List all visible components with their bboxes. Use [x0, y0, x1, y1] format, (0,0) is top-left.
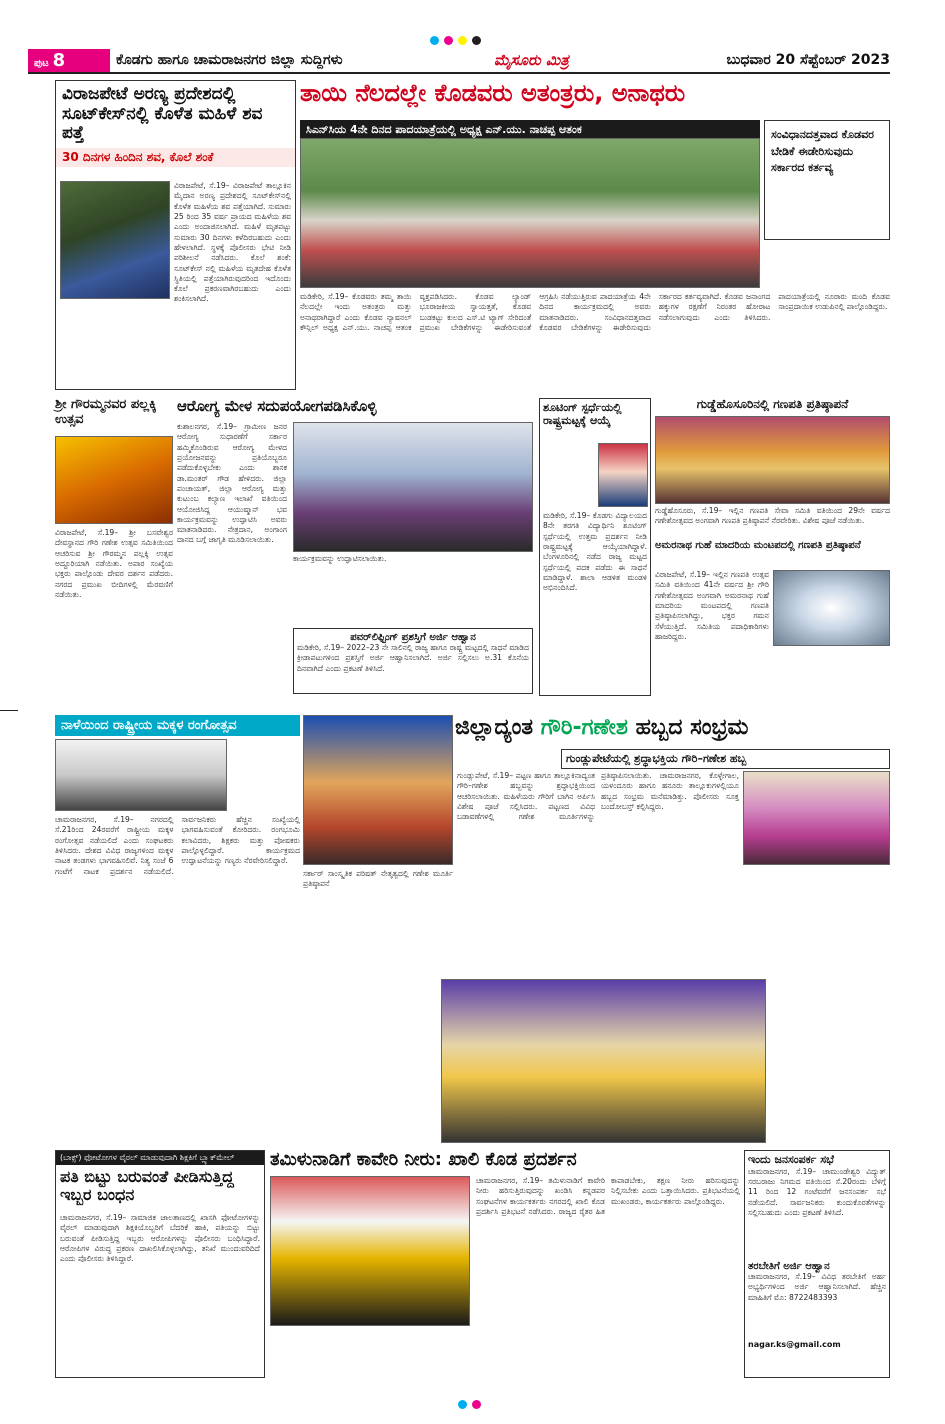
gowri-puja-photo	[743, 771, 890, 865]
health-headline: ಆರೋಗ್ಯ ಮೇಳ ಸದುಪಯೋಗಪಡಿಸಿಕೊಳ್ಳಿ	[177, 397, 377, 415]
lead-body: ಮಡಿಕೇರಿ, ಸೆ.19– ಕೊಡವರು ತಮ್ಮ ತಾಯಿ ನೆಲದಲ್ಲೇ ಇಂದು ಅತಂತ್ರರು ಮತ್ತು ಅನಾಥರಾಗಿದ್ದಾರೆ ಎಂದು ಕೊಡವ ನ್ಯಾಷನಲ್ ಕೌನ್ಸಿಲ್ ಅಧ್ಯಕ್ಷ ಎನ್.ಯು. ನಾಚಪ್ಪ ಆತಂಕ ವ್ಯಕ್ತಪಡಿಸಿದರು. ಕೊಡವ ಲ್ಯಾಂಡ್ ಭೂರಾಜಕೀಯ ಸ್ವಾಯತ್ತತೆ, ಕೊಡವ ಬುಡಕಟ್ಟು ಕುಲದ ಎಸ್.ಟಿ ಟ್ಯಾಗ್ ಸೇರಿದಂತೆ ಪ್ರಮುಖ ಬೇಡಿಕೆಗಳನ್ನು ಈಡೇರಿಸುವಂತೆ ಆಗ್ರಹಿಸಿ ನಡೆಯುತ್ತಿರುವ ಪಾದಯಾತ್ರೆಯ 4ನೇ ದಿನದ ಕಾರ್ಯಕ್ರಮದಲ್ಲಿ ಅವರು ಮಾತನಾಡಿದರು. ಸಂವಿಧಾನದತ್ತವಾದ ಕೊಡವರ ಬೇಡಿಕೆಗಳನ್ನು ಈಡೇರಿಸುವುದು ಸರ್ಕಾರದ ಕರ್ತವ್ಯವಾಗಿದೆ. ಕೊಡವ ಜನಾಂಗದ ಹಕ್ಕುಗಳ ರಕ್ಷಣೆಗೆ ನಿರಂತರ ಹೋರಾಟ ನಡೆಸಲಾಗುವುದು ಎಂದು ತಿಳಿಸಿದರು. ಪಾದಯಾತ್ರೆಯಲ್ಲಿ ನೂರಾರು ಮಂದಿ ಕೊಡವ ಸಾಂಪ್ರದಾಯಿಕ ಉಡುಪಿನಲ್ಲಿ ಪಾಲ್ಗೊಂಡಿದ್ದರು.	[300, 292, 890, 332]
blackmail-body: ಚಾಮರಾಜನಗರ, ಸೆ.19– ಸಾಮಾಜಿಕ ಜಾಲತಾಣದಲ್ಲಿ ಖಾಸಗಿ ಫೋಟೋಗಳನ್ನು ವೈರಲ್ ಮಾಡುವುದಾಗಿ ಶಿಕ್ಷಕಿಯೊಬ್ಬರಿಗೆ ಬೆದರಿಕೆ ಹಾಕಿ, ಪತಿಯನ್ನು ಬಿಟ್ಟು ಬರುವಂತೆ ಪೀಡಿಸುತ್ತಿದ್ದ ಇಬ್ಬರು ಆರೋಪಿಗಳನ್ನು ಪೊಲೀಸರು ಬಂಧಿಸಿದ್ದಾರೆ. ಆರೋಪಿಗಳ ವಿರುದ್ಧ ಪ್ರಕರಣ ದಾಖಲಿಸಿಕೊಳ್ಳಲಾಗಿದ್ದು, ತನಿಖೆ ಮುಂದುವರಿದಿದೆ ಎಂದು ಪೊಲೀಸರು ತಿಳಿಸಿದ್ದಾರೆ.	[60, 1213, 260, 1264]
festival-photo-caption: ಸರ್ಕಾರ್ ಸಾಂಸ್ಕೃತಿಕ ಪರಿಷತ್ ನೇತೃತ್ವದಲ್ಲಿ ಗಣೇಶ ಮೂರ್ತಿ ಪ್ರತಿಷ್ಠಾಪನೆ	[303, 869, 453, 889]
guddehosur-photo	[655, 416, 890, 504]
powerlifting-notice	[293, 628, 533, 694]
health-body: ಕುಶಾಲನಗರ, ಸೆ.19– ಗ್ರಾಮೀಣ ಜನರ ಆರೋಗ್ಯ ಸುಧಾರಣೆಗೆ ಸರ್ಕಾರ ಹಮ್ಮಿಕೊಂಡಿರುವ ಆರೋಗ್ಯ ಮೇಳದ ಪ್ರಯೋಜನವನ್ನು ಪ್ರತಿಯೊಬ್ಬರೂ ಪಡೆದುಕೊಳ್ಳಬೇಕು ಎಂದು ಶಾಸಕ ಡಾ.ಮಂತರ್ ಗೌಡ ಹೇಳಿದರು. ಜಿಲ್ಲಾ ಪಂಚಾಯತ್, ಜಿಲ್ಲಾ ಆರೋಗ್ಯ ಮತ್ತು ಕುಟುಂಬ ಕಲ್ಯಾಣ ಇಲಾಖೆ ವತಿಯಿಂದ ಆಯೋಜಿಸಿದ್ದ ಆಯುಷ್ಮಾನ್ ಭವ ಕಾರ್ಯಕ್ರಮವನ್ನು ಉದ್ಘಾಟಿಸಿ ಅವರು ಮಾತನಾಡಿದರು. ನೇತ್ರದಾನ, ಅಂಗಾಂಗ ದಾನದ ಬಗ್ಗೆ ಜಾಗೃತಿ ಮೂಡಿಸಲಾಯಿತು.	[177, 422, 287, 545]
page-number-badge: ಪುಟ 8	[28, 49, 110, 72]
registration-mark-magenta	[444, 36, 453, 45]
festival-headline-highlight: ಗೌರಿ-ಗಣೇಶ	[540, 715, 628, 740]
powerlifting-body: ಮಡಿಕೇರಿ, ಸೆ.19– 2022–23 ನೇ ಸಾಲಿನಲ್ಲಿ ರಾಜ್ಯ ಹಾಗೂ ರಾಷ್ಟ್ರ ಮಟ್ಟದಲ್ಲಿ ಸಾಧನೆ ಮಾಡಿದ ಕ್ರೀಡಾಪಟುಗಳಿಂದ ಪ್ರಶಸ್ತಿಗೆ ಅರ್ಜಿ ಆಹ್ವಾನಿಸಲಾಗಿದೆ. ಅರ್ಜಿ ಸಲ್ಲಿಸಲು ಅ.31 ಕೊನೆಯ ದಿನವಾಗಿದೆ ಎಂದು ಪ್ರಕಟಣೆ ತಿಳಿಸಿದೆ.	[297, 643, 529, 673]
lead-subhead: ಸಿಎನ್‌ಸಿಯ 4ನೇ ದಿನದ ಪಾದಯಾತ್ರೆಯಲ್ಲಿ ಅಧ್ಯಕ್ಷ ಎನ್.ಯು. ನಾಚಪ್ಪ ಆತಂಕ	[300, 120, 760, 140]
student-photo	[598, 443, 648, 507]
blackmail-headline: ಪತಿ ಬಿಟ್ಟು ಬರುವಂತೆ ಪೀಡಿಸುತ್ತಿದ್ದ ಇಬ್ಬರ ಬಂಧನ	[60, 1167, 234, 1205]
festival-headline-part2: ಹಬ್ಬದ ಸಂಭ್ರಮ	[627, 715, 749, 740]
amarnath-cave-photo	[773, 570, 890, 646]
sidebar-quote-text: ಸಂವಿಧಾನದತ್ತವಾದ ಕೊಡವರ ಬೇಡಿಕೆ ಈಡೇರಿಸುವುದು ಸರ್ಕಾರದ ಕರ್ತವ್ಯ	[771, 128, 874, 174]
festival-headline-part1: ಜಿಲ್ಲಾದ್ಯಂತ	[455, 715, 541, 740]
festival-body: ಗುಂಡ್ಲುಪೇಟೆ, ಸೆ.19– ಪಟ್ಟಣ ಹಾಗೂ ತಾಲ್ಲೂಕಿನಾದ್ಯಂತ ಗೌರಿ–ಗಣೇಶ ಹಬ್ಬವನ್ನು ಶ್ರದ್ಧಾಭಕ್ತಿಯಿಂದ ಆಚರಿಸಲಾಯಿತು. ಮಹಿಳೆಯರು ಗೌರಿಗೆ ಬಾಗಿನ ಅರ್ಪಿಸಿ ವಿಶೇಷ ಪೂಜೆ ಸಲ್ಲಿಸಿದರು. ಪಟ್ಟಣದ ವಿವಿಧ ಬಡಾವಣೆಗಳಲ್ಲಿ ಗಣೇಶ ಮೂರ್ತಿಗಳನ್ನು ಪ್ರತಿಷ್ಠಾಪಿಸಲಾಯಿತು. ಚಾಮರಾಜನಗರ, ಕೊಳ್ಳೇಗಾಲ, ಯಳಂದೂರು ಹಾಗೂ ಹನೂರು ತಾಲ್ಲೂಕುಗಳಲ್ಲಿಯೂ ಹಬ್ಬದ ಸಂಭ್ರಮ ಮನೆಮಾಡಿತ್ತು. ಪೊಲೀಸರು ಸೂಕ್ತ ಬಂದೋಬಸ್ತ್ ಕಲ್ಪಿಸಿದ್ದರು.	[457, 771, 739, 822]
theatre-body: ಚಾಮರಾಜನಗರ, ಸೆ.19– ನಗರದಲ್ಲಿ ಸೆ.21ರಿಂದ 24ರವರೆಗೆ ರಾಷ್ಟ್ರೀಯ ಮಕ್ಕಳ ರಂಗೋತ್ಸವ ನಡೆಯಲಿದೆ ಎಂದು ಸಂಘಟಕರು ತಿಳಿಸಿದರು. ದೇಶದ ವಿವಿಧ ರಾಜ್ಯಗಳಿಂದ ಮಕ್ಕಳ ನಾಟಕ ತಂಡಗಳು ಭಾಗವಹಿಸಲಿವೆ. ನಿತ್ಯ ಸಂಜೆ 6 ಗಂಟೆಗೆ ನಾಟಕ ಪ್ರದರ್ಶನ ನಡೆಯಲಿದೆ. ಸಾರ್ವಜನಿಕರು ಹೆಚ್ಚಿನ ಸಂಖ್ಯೆಯಲ್ಲಿ ಭಾಗವಹಿಸುವಂತೆ ಕೋರಿದರು. ರಂಗಭೂಮಿ ಕಲಾವಿದರು, ಶಿಕ್ಷಕರು ಮತ್ತು ಪೋಷಕರು ಪಾಲ್ಗೊಳ್ಳಲಿದ್ದಾರೆ. ಕಾರ್ಯಕ್ರಮದ ಉದ್ಘಾಟನೆಯನ್ನು ಗಣ್ಯರು ನೆರವೇರಿಸಲಿದ್ದಾರೆ.	[55, 815, 300, 876]
theatre-speakers-photo	[55, 739, 227, 811]
suitcase-subhead: 30 ದಿನಗಳ ಹಿಂದಿನ ಶವ, ಕೊಲೆ ಶಂಕೆ	[56, 148, 295, 167]
cauvery-body: ಚಾಮರಾಜನಗರ, ಸೆ.19– ತಮಿಳುನಾಡಿಗೆ ಕಾವೇರಿ ನೀರು ಹರಿಸುತ್ತಿರುವುದನ್ನು ಖಂಡಿಸಿ ಕನ್ನಡಪರ ಸಂಘಟನೆಗಳ ಕಾರ್ಯಕರ್ತರು ನಗರದಲ್ಲಿ ಖಾಲಿ ಕೊಡ ಪ್ರದರ್ಶಿಸಿ ಪ್ರತಿಭಟನೆ ನಡೆಸಿದರು. ರಾಜ್ಯದ ರೈತರ ಹಿತ ಕಾಪಾಡಬೇಕು, ತಕ್ಷಣ ನೀರು ಹರಿಸುವುದನ್ನು ನಿಲ್ಲಿಸಬೇಕು ಎಂದು ಒತ್ತಾಯಿಸಿದರು. ಪ್ರತಿಭಟನೆಯಲ್ಲಿ ಮುಖಂಡರು, ಕಾರ್ಯಕರ್ತರು ಪಾಲ್ಗೊಂಡಿದ್ದರು.	[476, 1176, 740, 1216]
janasamparka-story	[744, 1150, 890, 1378]
shooting-headline: ಶೂಟಿಂಗ್ ಸ್ಪರ್ಧೆಯಲ್ಲಿ ರಾಷ್ಟ್ರಮಟ್ಟಕ್ಕೆ ಆಯ್ಕೆ	[543, 401, 622, 427]
blackmail-tag: (ಬಾಕ್ಸ್) ಫೋಟೋಗಳ ವೈರಲ್ ಮಾಡುವುದಾಗಿ ಶಿಕ್ಷಕಿಗೆ ಬ್ಲ್ಯಾಕ್‌ಮೇಲ್	[56, 1151, 264, 1165]
festival-headline	[455, 715, 890, 740]
training-subhead: ತರಬೇತಿಗೆ ಅರ್ಜಿ ಆಹ್ವಾನ	[748, 1260, 830, 1272]
blackmail-story	[55, 1150, 265, 1378]
suitcase-story	[55, 80, 296, 390]
cauvery-story	[270, 1150, 740, 1378]
page-header	[28, 49, 890, 74]
ganesha-idol-photo	[303, 715, 453, 865]
janasamparka-headline: ಇಂದು ಜನಸಂಪರ್ಕ ಸಭೆ	[748, 1153, 835, 1166]
amarnath-story	[655, 540, 890, 696]
palanquin-headline: ಶ್ರೀ ಗೌರಮ್ಮನವರ ಪಲ್ಲಕ್ಕಿ ಉತ್ಸವ	[55, 397, 157, 427]
shooting-body: ಮಡಿಕೇರಿ, ಸೆ.19– ಕೊಡಗು ವಿದ್ಯಾಲಯದ 8ನೇ ತರಗತಿ ವಿದ್ಯಾರ್ಥಿನಿ ಶೂಟಿಂಗ್ ಸ್ಪರ್ಧೆಯಲ್ಲಿ ಉತ್ತಮ ಪ್ರದರ್ಶನ ನೀಡಿ ರಾಷ್ಟ್ರಮಟ್ಟಕ್ಕೆ ಆಯ್ಕೆಯಾಗಿದ್ದಾಳೆ. ಬೆಂಗಳೂರಿನಲ್ಲಿ ನಡೆದ ರಾಜ್ಯ ಮಟ್ಟದ ಸ್ಪರ್ಧೆಯಲ್ಲಿ ಪದಕ ಪಡೆದು ಈ ಸಾಧನೆ ಮಾಡಿದ್ದಾಳೆ. ಶಾಲಾ ಆಡಳಿತ ಮಂಡಳಿ ಅಭಿನಂದಿಸಿದೆ.	[543, 511, 647, 593]
contact-email[interactable]: nagar.ks@gmail.com	[748, 1340, 841, 1350]
janasamparka-body: ಚಾಮರಾಜನಗರ, ಸೆ.19– ಚಾಮುಂಡೇಶ್ವರಿ ವಿದ್ಯುತ್ ಸರಬರಾಜು ನಿಗಮದ ವತಿಯಿಂದ ಸೆ.20ರಂದು ಬೆಳಿಗ್ಗೆ 11 ರಿಂದ 12 ಗಂಟೆವರೆಗೆ ಜನಸಂಪರ್ಕ ಸಭೆ ನಡೆಯಲಿದೆ. ಸಾರ್ವಜನಿಕರು ಕುಂದುಕೊರತೆಗಳನ್ನು ಸಲ್ಲಿಸಬಹುದು ಎಂದು ಪ್ರಕಟಣೆ ತಿಳಿಸಿದೆ.	[748, 1166, 886, 1217]
training-body: ಚಾಮರಾಜನಗರ, ಸೆ.19– ವಿವಿಧ ತರಬೇತಿಗೆ ಅರ್ಹ ಅಭ್ಯರ್ಥಿಗಳಿಂದ ಅರ್ಜಿ ಆಹ್ವಾನಿಸಲಾಗಿದೆ. ಹೆಚ್ಚಿನ ಮಾಹಿತಿಗೆ ಮೊ: 8722483393	[748, 1272, 886, 1302]
lead-headline: ತಾಯಿ ನೆಲದಲ್ಲೇ ಕೊಡವರು ಅತಂತ್ರರು, ಅನಾಥರು	[300, 79, 686, 107]
powerlifting-headline: ಪವರ್‌ಲಿಫ್ಟಿಂಗ್ ಪ್ರಶಸ್ತಿಗೆ ಅರ್ಜಿ ಆಹ್ವಾನ	[350, 632, 476, 643]
registration-mark-magenta-bottom	[472, 1400, 481, 1409]
protest-photo	[270, 1176, 470, 1326]
registration-mark-cyan-bottom	[458, 1400, 467, 1409]
suitcase-body: ವಿರಾಜಪೇಟೆ, ಸೆ.19– ವಿರಾಜಪೇಟೆ ತಾಲ್ಲೂಕಿನ ಮೈದಾನ ಅರಣ್ಯ ಪ್ರದೇಶದಲ್ಲಿ ಸೂಟ್‌ಕೇಸ್‌ನಲ್ಲಿ ಕೊಳೆತ ಮಹಿಳೆಯ ಶವ ಪತ್ತೆಯಾಗಿದೆ. ಸುಮಾರು 25 ರಿಂದ 35 ವರ್ಷ ಪ್ರಾಯದ ಮಹಿಳೆಯ ಶವ ಎಂದು ಅಂದಾಜಿಸಲಾಗಿದೆ. ಮಹಿಳೆ ಮೃತಪಟ್ಟು ಸುಮಾರು 30 ದಿನಗಳು ಕಳೆದಿರಬಹುದು ಎಂದು ಹೇಳಲಾಗಿದೆ. ಸ್ಥಳಕ್ಕೆ ಪೊಲೀಸರು ಭೇಟಿ ನೀಡಿ ಪರಿಶೀಲನೆ ನಡೆಸಿದರು. ಕೊಲೆ ಶಂಕೆ: ಸೂಟ್‌ಕೇಸ್ ನಲ್ಲಿ ಮಹಿಳೆಯ ಮೃತದೇಹ ಕೊಳೆತ ಸ್ಥಿತಿಯಲ್ಲಿ ಪತ್ತೆಯಾಗಿರುವುದರಿಂದ ಇದೊಂದು ಕೊಲೆ ಪ್ರಕರಣವಾಗಿರಬಹುದು ಎಂದು ಶಂಕಿಸಲಾಗಿದೆ.	[174, 181, 291, 304]
guddehosur-body: ಗುಡ್ಡೆಹೊಸೂರು, ಸೆ.19– ಇಲ್ಲಿನ ಗಣಪತಿ ಸೇವಾ ಸಮಿತಿ ವತಿಯಿಂದ 29ನೇ ವರ್ಷದ ಗಣೇಶೋತ್ಸವದ ಅಂಗವಾಗಿ ಗಣಪತಿ ಪ್ರತಿಷ್ಠಾಪನೆ ನೆರವೇರಿತು. ವಿಶೇಷ ಪೂಜೆ ನಡೆಯಿತು.	[655, 506, 890, 526]
padayatra-photo	[300, 138, 760, 288]
ganesha-procession-photo	[441, 979, 766, 1143]
palanquin-photo	[55, 436, 173, 524]
festival-story	[303, 715, 890, 1145]
dateline: ಬುಧವಾರ 20 ಸೆಪ್ಟೆಂಬರ್ 2023	[726, 52, 890, 68]
shooting-story	[539, 398, 651, 696]
health-photo-caption: ಕಾರ್ಯಕ್ರಮವನ್ನು ಉದ್ಘಾಟಿಸಲಾಯಿತು.	[293, 554, 387, 563]
health-fair-photo	[293, 422, 533, 552]
registration-mark-cyan	[430, 36, 439, 45]
amarnath-body: ವಿರಾಜಪೇಟೆ, ಸೆ.19– ಇಲ್ಲಿನ ಗಣಪತಿ ಉತ್ಸವ ಸಮಿತಿ ವತಿಯಿಂದ 41ನೇ ವರ್ಷದ ಶ್ರೀ ಗೌರಿ ಗಣೇಶೋತ್ಸವದ ಅಂಗವಾಗಿ ಅಮರನಾಥ ಗುಹೆ ಮಾದರಿಯ ಮಂಟಪದಲ್ಲಿ ಗಣಪತಿ ಪ್ರತಿಷ್ಠಾಪಿಸಲಾಗಿದ್ದು, ಭಕ್ತರ ಗಮನ ಸೆಳೆಯುತ್ತಿದೆ. ಸಮಿತಿಯ ಪದಾಧಿಕಾರಿಗಳು ಹಾಜರಿದ್ದರು.	[655, 570, 769, 641]
guddehosur-story	[655, 398, 890, 536]
palanquin-body: ವಿರಾಜಪೇಟೆ, ಸೆ.19– ಶ್ರೀ ಬಸವೇಶ್ವರ ದೇವಸ್ಥಾನದ ಗೌರಿ ಗಣೇಶ ಉತ್ಸವ ಸಮಿತಿಯಿಂದ ಆಚರಿಸುವ ಶ್ರೀ ಗೌರಮ್ಮನ ಪಲ್ಲಕ್ಕಿ ಉತ್ಸವ ಅದ್ದೂರಿಯಾಗಿ ನಡೆಯಿತು. ಅಪಾರ ಸಂಖ್ಯೆಯ ಭಕ್ತರು ಪಾಲ್ಗೊಂಡು ದೇವರ ದರ್ಶನ ಪಡೆದರು. ನಗರದ ಪ್ರಮುಖ ಬೀದಿಗಳಲ್ಲಿ ಮೆರವಣಿಗೆ ನಡೆಯಿತು.	[55, 528, 173, 599]
lead-story	[300, 80, 890, 392]
registration-mark-black	[472, 36, 481, 45]
theatre-headline: ನಾಳೆಯಿಂದ ರಾಷ್ಟ್ರೀಯ ಮಕ್ಕಳ ರಂಗೋತ್ಸವ	[55, 715, 300, 736]
crop-mark-left	[0, 710, 18, 711]
suitcase-headline: ವಿರಾಜಪೇಟೆ ಅರಣ್ಯ ಪ್ರದೇಶದಲ್ಲಿ ಸೂಟ್‌ಕೇಸ್‌ನಲ್ಲಿ ಕೊಳೆತ ಮಹಿಳೆ ಶವ ಪತ್ತೆ	[62, 84, 263, 144]
festival-subhead: ಗುಂಡ್ಲುಪೇಟೆಯಲ್ಲಿ ಶ್ರದ್ಧಾಭಕ್ತಿಯ ಗೌರಿ–ಗಣೇಶ ಹಬ್ಬ	[561, 749, 890, 769]
registration-mark-yellow	[458, 36, 467, 45]
section-title: ಕೊಡಗು ಹಾಗೂ ಚಾಮರಾಜನಗರ ಜಿಲ್ಲಾ ಸುದ್ದಿಗಳು	[116, 52, 343, 68]
masthead-logo: ಮೈಸೂರು ಮಿತ್ರ	[494, 51, 569, 69]
amarnath-headline: ಅಮರನಾಥ ಗುಹೆ ಮಾದರಿಯ ಮಂಟಪದಲ್ಲಿ ಗಣಪತಿ ಪ್ರತಿಷ್ಠಾಪನೆ	[655, 540, 861, 551]
health-fair-story	[177, 398, 535, 696]
theatre-story	[55, 715, 300, 1145]
palanquin-story	[55, 398, 173, 696]
cauvery-headline: ತಮಿಳುನಾಡಿಗೆ ಕಾವೇರಿ ನೀರು: ಖಾಲಿ ಕೊಡ ಪ್ರದರ್ಶನ	[270, 1149, 577, 1170]
suitcase-photo	[60, 181, 170, 299]
guddehosur-headline: ಗುಡ್ಡೆಹೊಸೂರಿನಲ್ಲಿ ಗಣಪತಿ ಪ್ರತಿಷ್ಠಾಪನೆ	[696, 397, 849, 411]
lead-sidebar-quote	[764, 120, 890, 240]
